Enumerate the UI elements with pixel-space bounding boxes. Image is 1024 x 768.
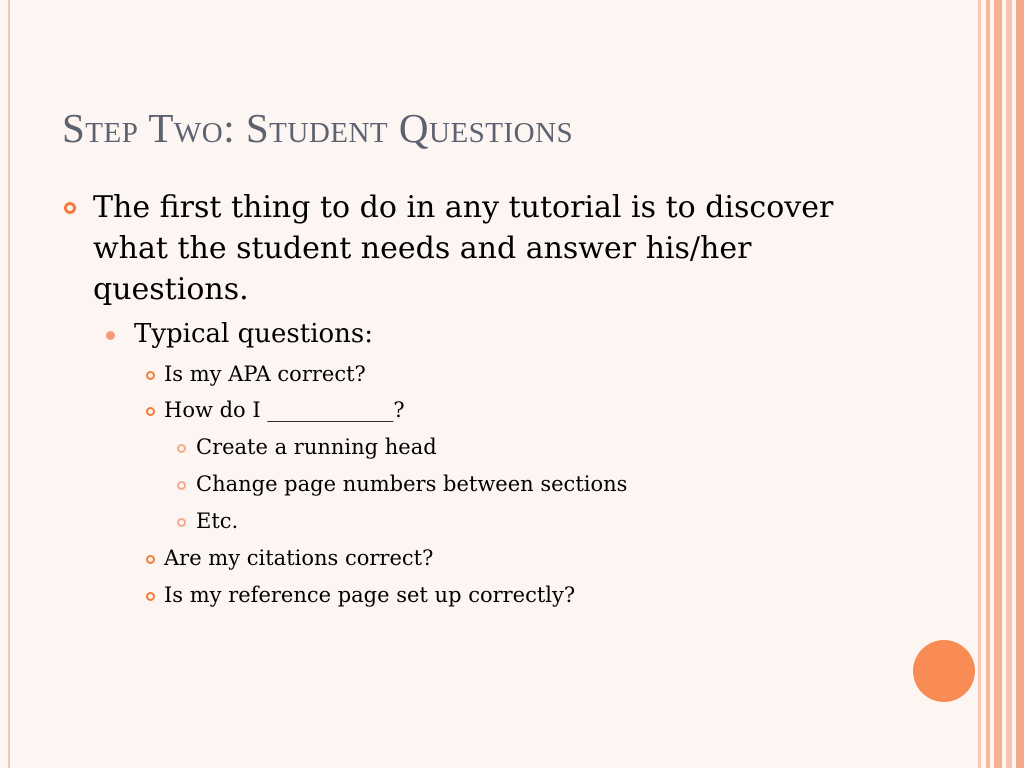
bullet-ring-icon	[146, 407, 155, 416]
bullet-level4: Change page numbers between sections	[196, 472, 628, 496]
bullet-ring-icon	[177, 444, 186, 453]
decorative-stripe	[986, 0, 990, 768]
bullet-ring-icon	[146, 592, 155, 601]
bullet-ring-icon	[146, 371, 155, 380]
decorative-stripe	[978, 0, 981, 768]
bullet-level3: Is my APA correct?	[164, 362, 366, 386]
decorative-stripe	[1006, 0, 1012, 768]
bullet-level3: Is my reference page set up correctly?	[164, 583, 576, 607]
bullet-ring-icon	[177, 481, 186, 490]
bullet-ring-icon	[146, 555, 155, 564]
bullet-level4: Create a running head	[196, 435, 437, 459]
decorative-stripe	[994, 0, 1002, 768]
slide-title: Step Two: Student Questions	[62, 105, 574, 151]
bullet-ring-icon	[177, 518, 186, 527]
decorative-stripe	[1016, 0, 1024, 768]
bullet-level3: How do I ____________?	[164, 398, 405, 422]
bullet-level1: The first thing to do in any tutorial is to discover what the student needs and answer his/her questions.	[93, 190, 834, 307]
bullet-dot-icon	[106, 331, 115, 340]
bullet-level3: Are my citations correct?	[164, 546, 434, 570]
decorative-circle	[913, 640, 975, 702]
bullet-level4: Etc.	[196, 509, 239, 533]
bullet-ring-icon	[64, 202, 76, 214]
bullet-level2: Typical questions:	[134, 319, 374, 349]
left-border-line	[8, 0, 10, 768]
